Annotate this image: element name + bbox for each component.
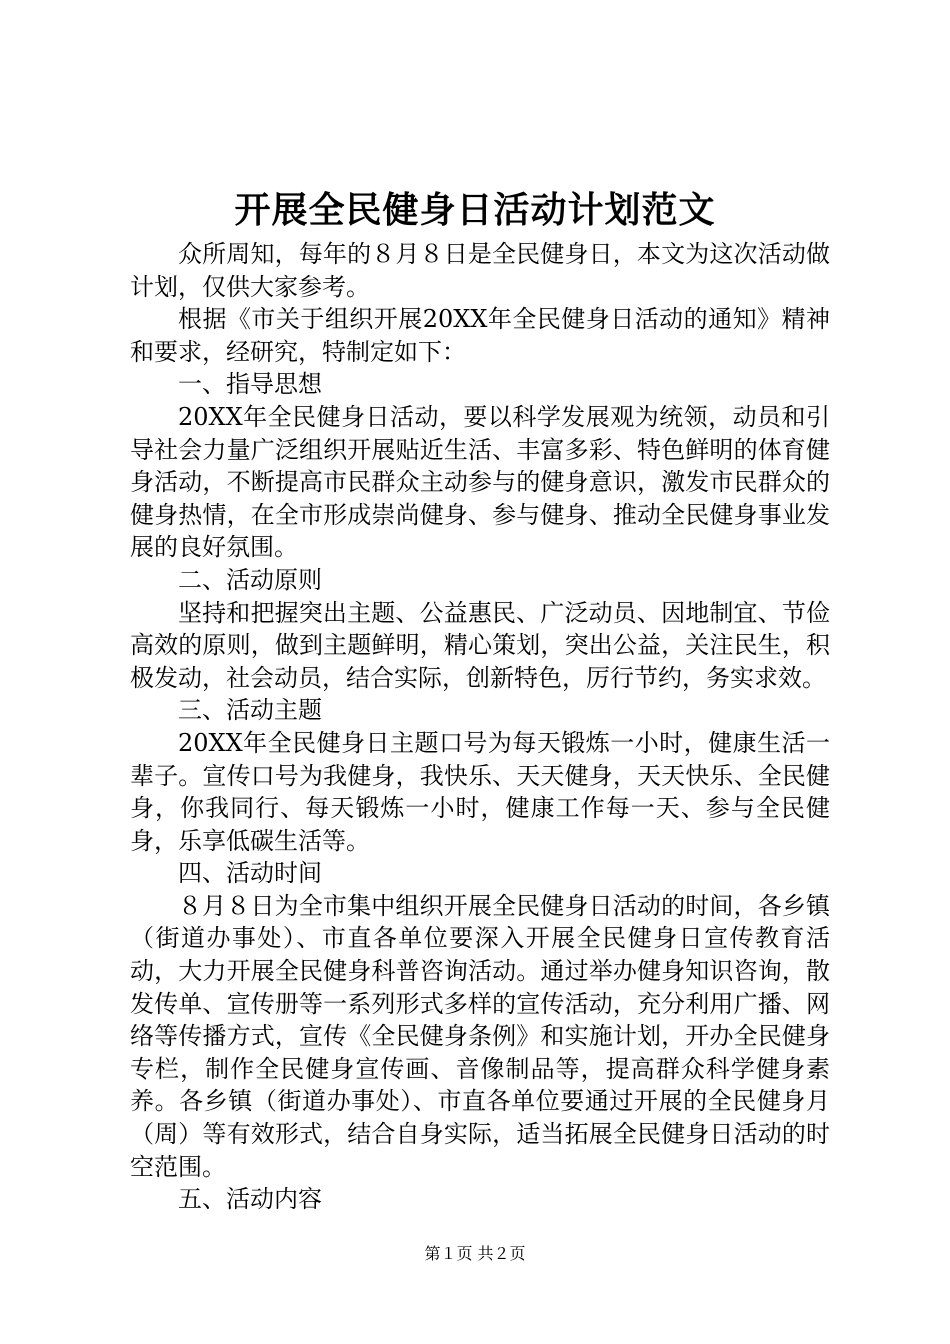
section-heading: 四、活动时间 [178, 859, 322, 888]
section-heading: 二、活动原则 [178, 565, 322, 594]
page-footer: 第１页 共２页 [424, 1244, 526, 1263]
document-title: 开展全民健身日活动计划范文 [234, 189, 716, 231]
section-heading: 五、活动内容 [178, 1185, 322, 1214]
document-body [130, 238, 830, 1216]
paragraph: 20XX年全民健身日主题口号为每天锻炼一小时，健康生活一辈子。宣传口号为我健身，我快乐、天天健身，天天快乐、全民健身，你我同行、每天锻炼一小时，健康工作每一天、参与全民健身，乐享低碳生活等。 [130, 728, 830, 855]
paragraph: 坚持和把握突出主题、公益惠民、广泛动员、因地制宜、节俭高效的原则，做到主题鲜明，精心策划，突出公益，关注民生，积极发动，社会动员，结合实际，创新特色，厉行节约，务实求效。 [130, 598, 830, 692]
paragraph: 20XX年全民健身日活动，要以科学发展观为统领，动员和引导社会力量广泛组织开展贴近生活、丰富多彩、特色鲜明的体育健身活动，不断提高市民群众主动参与的健身意识，激发市民群众的健身热情，在全市形成崇尚健身、参与健身、推动全民健身事业发展的良好氛围。 [130, 402, 830, 562]
paragraph: 众所周知，每年的８月８日是全民健身日，本文为这次活动做计划，仅供大家参考。 [130, 240, 830, 301]
section-heading: 一、指导思想 [178, 370, 322, 399]
paragraph: 根据《市关于组织开展20XX年全民健身日活动的通知》精神和要求，经研究，特制定如下： [130, 305, 830, 366]
section-heading: 三、活动主题 [178, 696, 322, 725]
paragraph: ８月８日为全市集中组织开展全民健身日活动的时间，各乡镇（街道办事处）、市直各单位要深入开展全民健身日宣传教育活动，大力开展全民健身科普咨询活动。通过举办健身知识咨询，散发传单、宣传册等一系列形式多样的宣传活动，充分利用广播、网络等传播方式，宣传《全民健身条例》和实施计划，开办全民健身专栏，制作全民健身宣传画、音像制品等，提高群众科学健身素养。各乡镇（街道办事处）、市直各单位要通过开展的全民健身月（周）等有效形式，结合自身实际，适当拓展全民健身日活动的时空范围。 [130, 891, 830, 1181]
